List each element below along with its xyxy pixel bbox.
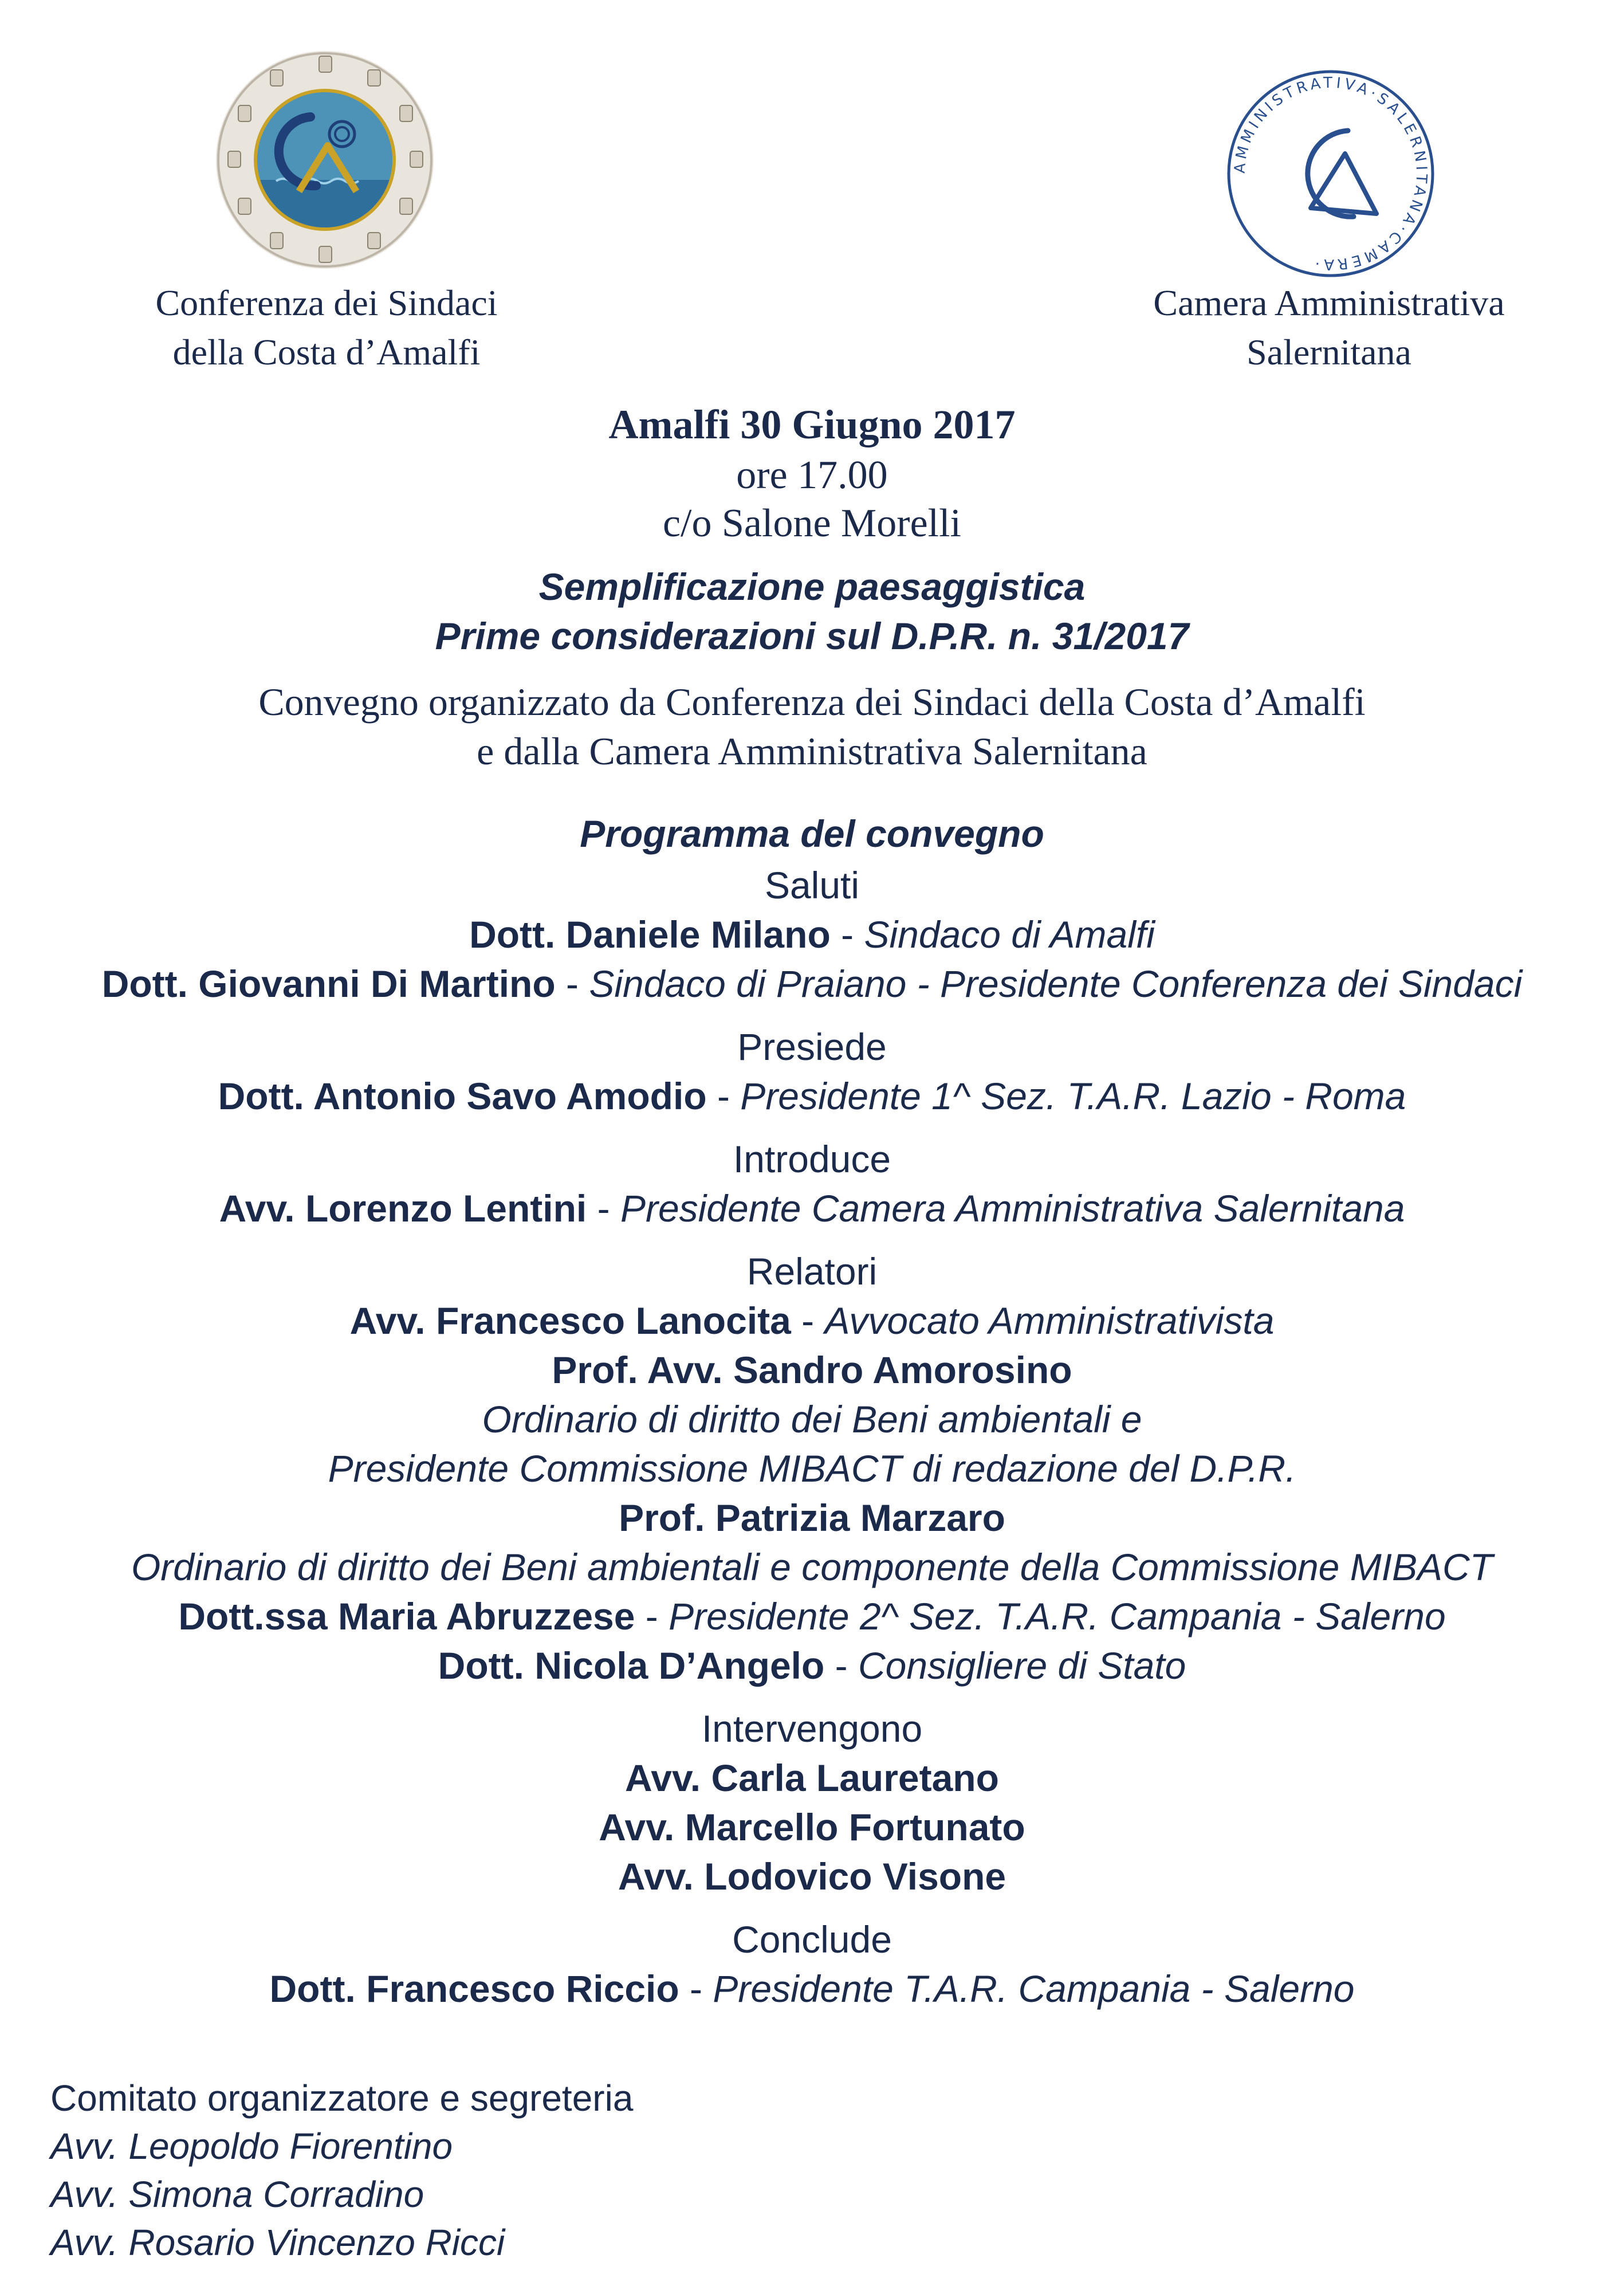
speaker-role: Sindaco di Praiano - Presidente Conferenza dei Sindaci bbox=[589, 963, 1523, 1005]
speaker-name: Avv. Lorenzo Lentini bbox=[219, 1187, 587, 1230]
speaker-line: Dott. Nicola D’Angelo - Consigliere di Stato bbox=[438, 1644, 1186, 1687]
speaker-role: Presidente 1^ Sez. T.A.R. Lazio - Roma bbox=[740, 1075, 1406, 1117]
speaker-name: Dott. Antonio Savo Amodio bbox=[218, 1075, 707, 1117]
speaker-line: Avv. Francesco Lanocita - Avvocato Amministrativista bbox=[349, 1299, 1275, 1342]
speaker-name: Dott. Daniele Milano bbox=[469, 913, 831, 956]
speaker-name: Dott. Francesco Riccio bbox=[269, 1967, 679, 2010]
right-organization-name bbox=[1077, 278, 1581, 377]
speaker-name: Avv. Carla Lauretano bbox=[625, 1757, 999, 1799]
intervengono-label: Intervengono bbox=[701, 1707, 923, 1750]
event-place: c/o Salone Morelli bbox=[662, 501, 961, 545]
event-date: Amalfi 30 Giugno 2017 bbox=[608, 402, 1016, 447]
organizers-line1: Convegno organizzato da Conferenza dei Sindaci della Costa d’Amalfi bbox=[258, 680, 1366, 724]
event-time: ore 17.00 bbox=[736, 453, 888, 497]
event-title-line1: Semplificazione paesaggistica bbox=[538, 565, 1086, 608]
speaker-name: Avv. Francesco Lanocita bbox=[349, 1299, 791, 1342]
program-heading: Programma del convegno bbox=[580, 812, 1044, 855]
speaker-role: Ordinario di diritto dei Beni ambientali e bbox=[482, 1398, 1142, 1440]
speaker-name: Avv. Lodovico Visone bbox=[618, 1855, 1006, 1898]
speaker-name: Dott. Nicola D’Angelo bbox=[438, 1644, 825, 1687]
saluti-label: Saluti bbox=[764, 864, 860, 906]
committee-member: Avv. Simona Corradino bbox=[50, 2174, 424, 2215]
left-org-line1: Conferenza dei Sindaci bbox=[155, 282, 498, 323]
speaker-line: Dott. Giovanni Di Martino - Sindaco di Praiano - Presidente Conferenza dei Sindaci bbox=[101, 963, 1523, 1005]
speaker-line bbox=[0, 1493, 1624, 1542]
speaker-line: Dott. Antonio Savo Amodio - Presidente 1^ Sez. T.A.R. Lazio - Roma bbox=[218, 1075, 1406, 1117]
speaker-name: Dott.ssa Maria Abruzzese bbox=[178, 1595, 635, 1637]
speaker-role: Consigliere di Stato bbox=[858, 1644, 1186, 1687]
right-org-line2: Salernitana bbox=[1246, 332, 1411, 372]
conclude-label: Conclude bbox=[732, 1918, 892, 1961]
speaker-line: Avv. Lorenzo Lentini - Presidente Camera Amministrativa Salernitana bbox=[219, 1187, 1405, 1230]
speaker-role: Presidente 2^ Sez. T.A.R. Campania - Salerno bbox=[669, 1595, 1446, 1637]
speaker-name: Avv. Marcello Fortunato bbox=[599, 1806, 1025, 1848]
speaker-name: Prof. Patrizia Marzaro bbox=[619, 1497, 1005, 1539]
organizers-line2: e dalla Camera Amministrativa Salernitana bbox=[477, 729, 1147, 773]
relatori-label: Relatori bbox=[746, 1250, 878, 1293]
presiede-label: Presiede bbox=[737, 1026, 887, 1068]
speaker-name: Prof. Avv. Sandro Amorosino bbox=[552, 1349, 1072, 1391]
camera-amministrativa-logo bbox=[1219, 62, 1442, 285]
speaker-role: Presidente T.A.R. Campania - Salerno bbox=[713, 1967, 1355, 2010]
right-org-line1: Camera Amministrativa bbox=[1153, 282, 1505, 323]
speaker-role-line bbox=[0, 1444, 1624, 1493]
speaker-line bbox=[0, 1345, 1624, 1395]
speaker-line bbox=[0, 1802, 1624, 1852]
organizing-committee bbox=[50, 2074, 967, 2267]
speaker-line: Dott. Daniele Milano - Sindaco di Amalfi bbox=[469, 913, 1155, 956]
conferenza-sindaci-logo bbox=[213, 48, 437, 272]
event-title-line2: Prime considerazioni sul D.P.R. n. 31/2017 bbox=[435, 615, 1189, 657]
committee-label: Comitato organizzatore e segreteria bbox=[50, 2077, 634, 2119]
speaker-role: Presidente Commissione MIBACT di redazione del D.P.R. bbox=[328, 1447, 1296, 1490]
speaker-line: Dott.ssa Maria Abruzzese - Presidente 2^ Sez. T.A.R. Campania - Salerno bbox=[178, 1595, 1446, 1637]
speaker-name: Dott. Giovanni Di Martino bbox=[101, 963, 556, 1005]
committee-member: Avv. Leopoldo Fiorentino bbox=[50, 2126, 453, 2167]
speaker-line bbox=[0, 1753, 1624, 1802]
program bbox=[0, 809, 1624, 2013]
speaker-line bbox=[0, 1852, 1624, 1901]
speaker-line: Dott. Francesco Riccio - Presidente T.A.R. Campania - Salerno bbox=[269, 1967, 1355, 2010]
speaker-role: Sindaco di Amalfi bbox=[864, 913, 1155, 956]
committee-member: Avv. Rosario Vincenzo Ricci bbox=[50, 2222, 505, 2263]
speaker-role: Presidente Camera Amministrativa Salernitana bbox=[620, 1187, 1405, 1230]
logo-ring-text: AMMINISTRATIVA·SALERNITANA·CAMERA· bbox=[1231, 74, 1430, 273]
speaker-role-line bbox=[0, 1542, 1624, 1592]
left-org-line2: della Costa d’Amalfi bbox=[172, 332, 481, 372]
speaker-role: Ordinario di diritto dei Beni ambientali e componente della Commissione MIBACT bbox=[131, 1546, 1493, 1588]
speaker-role-line bbox=[0, 1395, 1624, 1444]
speaker-role: Avvocato Amministrativista bbox=[824, 1299, 1275, 1342]
left-organization-name bbox=[103, 278, 550, 377]
introduce-label: Introduce bbox=[733, 1138, 891, 1180]
